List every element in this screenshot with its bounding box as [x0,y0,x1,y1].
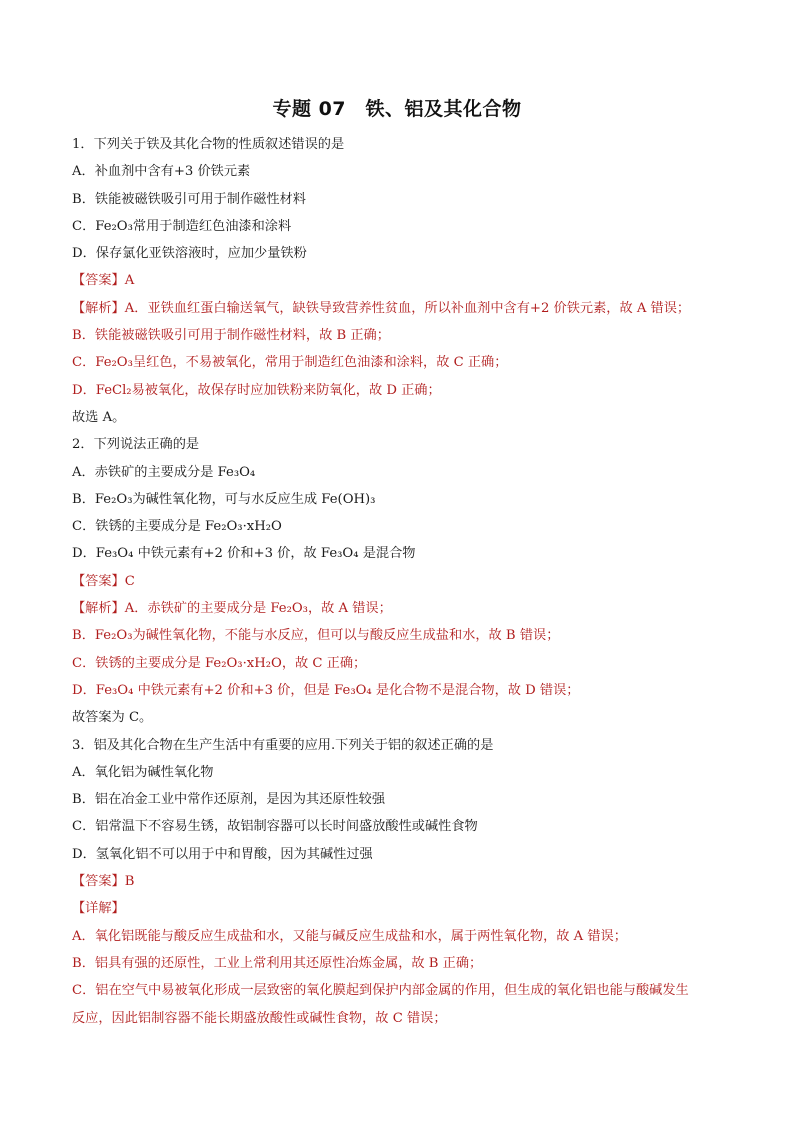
detail-line: 反应，因此铝制容器不能长期盛放酸性或碱性食物，故 C 错误； [72,1010,447,1026]
conclusion-line: 故选 A。 [72,409,126,425]
answer-line [72,868,727,895]
detail-line: C．铝在空气中易被氧化形成一层致密的氧化膜起到保护内部金属的作用，但生成的氧化铝也能与酸碱发生 [72,983,689,999]
analysis-line [72,295,727,322]
option-a: A．补血剂中含有+3 价铁元素 [72,164,251,180]
question-1 [72,131,727,431]
answer-label: 【答案】 [72,573,125,589]
option-a: A．氧化铝为碱性氧化物 [72,764,214,780]
analysis-line: C．Fe₂O₃呈红色，不易被氧化，常用于制造红色油漆和涂料，故 C 正确； [72,355,508,371]
answer-line [72,568,727,595]
question-stem: 2．下列说法正确的是 [72,437,200,453]
option-d: D．Fe₃O₄ 中铁元素有+2 价和+3 价，故 Fe₃O₄ 是混合物 [72,546,416,562]
analysis-line: D．FeCl₂易被氧化，故保存时应加铁粉来防氧化，故 D 正确； [72,382,441,398]
answer-value: C [124,573,135,589]
question-stem: 1．下列关于铁及其化合物的性质叙述错误的是 [72,137,345,152]
analysis-label: 【解析】 [72,601,125,617]
detail-line: B．铝具有强的还原性，工业上常利用其还原性冶炼金属，故 B 正确； [72,955,483,971]
option-c: C．铝常温下不容易生锈，故铝制容器可以长时间盛放酸性或碱性食物 [72,819,478,835]
detail-label: 【详解】 [72,901,125,917]
option-c: C．铁锈的主要成分是 Fe₂O₃·xH₂O [72,519,282,535]
analysis-text: A．亚铁血红蛋白输送氧气，缺铁导致营养性贫血，所以补血剂中含有+2 价铁元素，故 A 错误； [124,300,691,316]
analysis-line: B．Fe₂O₃为碱性氧化物，不能与水反应，但可以与酸反应生成盐和水，故 B 错误； [72,628,560,644]
page-title: 专题 07 铁、铝及其化合物 [272,98,522,120]
analysis-line: B．铁能被磁铁吸引可用于制作磁性材料，故 B 正确； [72,328,390,344]
question-stem: 3．铝及其化合物在生产生活中有重要的应用.下列关于铝的叙述正确的是 [72,737,494,753]
option-a: A．赤铁矿的主要成分是 Fe₃O₄ [72,464,256,480]
answer-value: B [124,874,135,890]
question-2 [72,431,727,731]
option-b: B．铝在冶金工业中常作还原剂，是因为其还原性较强 [72,792,386,808]
detail-line: A．氧化铝既能与酸反应生成盐和水，又能与碱反应生成盐和水，属于两性氧化物，故 A 错误； [72,928,627,944]
answer-value: A [124,273,135,289]
answer-label: 【答案】 [72,273,125,289]
option-b: B．Fe₂O₃为碱性氧化物，可与水反应生成 Fe(OH)₃ [72,491,376,507]
analysis-line [72,595,727,622]
option-d: D．保存氯化亚铁溶液时，应加少量铁粉 [72,246,307,262]
analysis-line: C．铁锈的主要成分是 Fe₂O₃·xH₂O，故 C 正确； [72,655,367,671]
conclusion-line: 故答案为 C。 [72,710,153,726]
answer-label: 【答案】 [72,874,125,890]
question-3 [72,732,727,1032]
option-c: C．Fe₂O₃常用于制造红色油漆和涂料 [72,218,292,234]
option-d: D．氢氧化铝不可以用于中和胃酸，因为其碱性过强 [72,846,373,862]
option-b: B．铁能被磁铁吸引可用于制作磁性材料 [72,191,306,207]
document-body [72,131,727,1032]
analysis-label: 【解析】 [72,300,125,316]
analysis-text: A．赤铁矿的主要成分是 Fe₂O₃，故 A 错误； [124,601,392,617]
analysis-line: D．Fe₃O₄ 中铁元素有+2 价和+3 价，但是 Fe₃O₄ 是化合物不是混合物，故 D 错误； [72,682,580,698]
answer-line [72,267,727,294]
